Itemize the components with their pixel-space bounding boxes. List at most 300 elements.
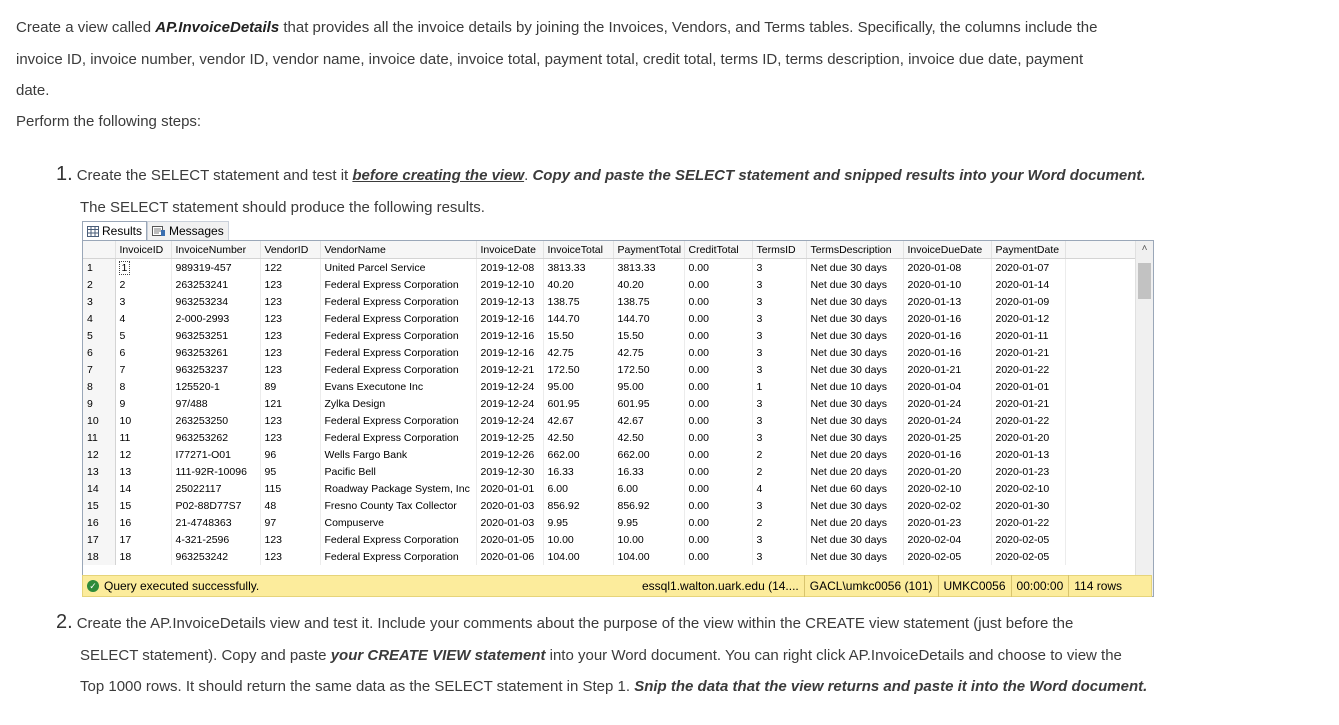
column-header[interactable]: TermsID [752, 241, 806, 259]
grid-cell[interactable]: Net due 20 days [806, 446, 903, 463]
grid-cell[interactable]: 16.33 [543, 463, 613, 480]
grid-cell[interactable]: P02-88D77S7 [171, 497, 260, 514]
grid-cell[interactable]: 122 [260, 259, 320, 277]
grid-cell[interactable]: 96 [260, 446, 320, 463]
row-number[interactable]: 12 [83, 446, 115, 463]
grid-cell[interactable]: 2-000-2993 [171, 310, 260, 327]
grid-cell[interactable]: Net due 60 days [806, 480, 903, 497]
grid-cell[interactable]: 2020-01-14 [991, 276, 1065, 293]
grid-cell[interactable]: Federal Express Corporation [320, 344, 476, 361]
grid-cell[interactable]: 0.00 [684, 276, 752, 293]
grid-cell[interactable]: 2019-12-16 [476, 344, 543, 361]
grid-cell[interactable]: 2020-01-01 [991, 378, 1065, 395]
grid-cell[interactable]: 125520-1 [171, 378, 260, 395]
grid-cell[interactable]: Wells Fargo Bank [320, 446, 476, 463]
grid-cell[interactable]: 42.50 [613, 429, 684, 446]
grid-cell[interactable]: 0.00 [684, 361, 752, 378]
grid-cell[interactable]: 2019-12-30 [476, 463, 543, 480]
table-row[interactable] [83, 259, 1135, 277]
grid-cell[interactable]: 0.00 [684, 293, 752, 310]
status-time: 00:00:00 [1011, 575, 1069, 597]
grid-cell[interactable]: 123 [260, 344, 320, 361]
row-number[interactable]: 14 [83, 480, 115, 497]
grid-cell[interactable]: 18 [115, 548, 171, 565]
row-filler [1065, 395, 1135, 412]
grid-cell[interactable]: 2020-01-16 [903, 344, 991, 361]
grid-cell[interactable]: Federal Express Corporation [320, 276, 476, 293]
grid-cell[interactable]: 42.67 [613, 412, 684, 429]
grid-cell[interactable]: 97/488 [171, 395, 260, 412]
row-filler [1065, 548, 1135, 565]
grid-cell[interactable]: 0.00 [684, 497, 752, 514]
grid-cell[interactable]: 2020-01-22 [991, 514, 1065, 531]
grid-cell[interactable]: Federal Express Corporation [320, 327, 476, 344]
row-number-header[interactable] [83, 241, 115, 259]
row-number[interactable]: 4 [83, 310, 115, 327]
grid-body [83, 259, 1135, 566]
grid-cell[interactable]: 2020-01-21 [903, 361, 991, 378]
table-row[interactable] [83, 361, 1135, 378]
grid-cell[interactable]: 10.00 [543, 531, 613, 548]
grid-cell[interactable]: 662.00 [613, 446, 684, 463]
grid-cell[interactable]: 123 [260, 548, 320, 565]
grid-cell[interactable]: 963253251 [171, 327, 260, 344]
grid-cell[interactable]: 2020-01-10 [903, 276, 991, 293]
table-row[interactable] [83, 446, 1135, 463]
grid-cell[interactable]: 2020-01-16 [903, 327, 991, 344]
grid-cell[interactable]: 95 [260, 463, 320, 480]
grid-cell[interactable]: 121 [260, 395, 320, 412]
grid-cell[interactable]: 856.92 [543, 497, 613, 514]
grid-cell[interactable]: Evans Executone Inc [320, 378, 476, 395]
grid-cell[interactable]: 0.00 [684, 344, 752, 361]
table-row[interactable] [83, 344, 1135, 361]
grid-cell[interactable]: Federal Express Corporation [320, 361, 476, 378]
grid-cell[interactable]: 115 [260, 480, 320, 497]
grid-cell[interactable]: 12 [115, 446, 171, 463]
grid-cell[interactable]: 2020-01-05 [476, 531, 543, 548]
column-header[interactable]: InvoiceTotal [543, 241, 613, 259]
row-filler [1065, 310, 1135, 327]
grid-cell[interactable]: 2020-01-24 [903, 395, 991, 412]
grid-cell[interactable]: 2019-12-16 [476, 327, 543, 344]
grid-cell[interactable]: 4 [115, 310, 171, 327]
grid-cell[interactable]: 2019-12-24 [476, 412, 543, 429]
step-2-line-3: Top 1000 rows. It should return the same data as the SELECT statement in Step 1. Snip the data that the view returns and paste it into the Word document. [80, 678, 1148, 695]
grid-cell[interactable]: 2020-01-20 [903, 463, 991, 480]
grid-cell[interactable]: 963253234 [171, 293, 260, 310]
grid-cell[interactable]: 9.95 [613, 514, 684, 531]
grid-cell[interactable]: 15.50 [543, 327, 613, 344]
grid-cell[interactable]: 3 [752, 497, 806, 514]
grid-cell[interactable]: 2020-01-09 [991, 293, 1065, 310]
table-row[interactable] [83, 531, 1135, 548]
grid-cell[interactable]: 2019-12-13 [476, 293, 543, 310]
grid-cell[interactable]: 963253242 [171, 548, 260, 565]
grid-cell[interactable]: 48 [260, 497, 320, 514]
grid-cell[interactable]: 123 [260, 531, 320, 548]
grid-cell[interactable]: 14 [115, 480, 171, 497]
grid-cell[interactable]: 138.75 [543, 293, 613, 310]
status-message: ✓ Query executed successfully. [83, 579, 637, 593]
table-row[interactable] [83, 378, 1135, 395]
grid-cell[interactable]: Net due 30 days [806, 259, 903, 277]
grid-cell[interactable]: 111-92R-10096 [171, 463, 260, 480]
grid-cell[interactable]: 2019-12-26 [476, 446, 543, 463]
grid-cell[interactable]: 4-321-2596 [171, 531, 260, 548]
grid-cell[interactable]: 6.00 [543, 480, 613, 497]
grid-cell[interactable]: 2019-12-24 [476, 395, 543, 412]
grid-cell[interactable]: 0.00 [684, 446, 752, 463]
grid-cell[interactable]: 3 [752, 259, 806, 277]
grid-cell[interactable]: Net due 30 days [806, 497, 903, 514]
grid-cell[interactable]: 172.50 [543, 361, 613, 378]
grid-cell[interactable]: 40.20 [613, 276, 684, 293]
grid-cell[interactable]: 123 [260, 412, 320, 429]
grid-cell[interactable]: Roadway Package System, Inc [320, 480, 476, 497]
grid-cell[interactable]: 2020-01-08 [903, 259, 991, 277]
selected-cell[interactable] [115, 259, 171, 277]
grid-cell[interactable]: 0.00 [684, 378, 752, 395]
grid-cell[interactable]: 989319-457 [171, 259, 260, 277]
grid-cell[interactable]: 123 [260, 327, 320, 344]
row-filler [1065, 429, 1135, 446]
vertical-scrollbar[interactable] [1135, 241, 1153, 596]
grid-cell[interactable]: 2020-01-13 [991, 446, 1065, 463]
step-1-number: 1. [56, 163, 73, 185]
table-row[interactable] [83, 412, 1135, 429]
grid-cell[interactable]: 0.00 [684, 548, 752, 565]
table-row[interactable] [83, 327, 1135, 344]
grid-cell[interactable]: 0.00 [684, 480, 752, 497]
chevron-up-icon[interactable]: ˄ [1141, 243, 1148, 254]
grid-cell[interactable]: 6 [115, 344, 171, 361]
grid-cell[interactable]: 123 [260, 310, 320, 327]
grid-cell[interactable]: 123 [260, 276, 320, 293]
grid-cell[interactable]: 3 [752, 412, 806, 429]
grid-cell[interactable]: 963253261 [171, 344, 260, 361]
grid-cell[interactable]: 2019-12-21 [476, 361, 543, 378]
row-number[interactable]: 16 [83, 514, 115, 531]
column-header[interactable]: InvoiceNumber [171, 241, 260, 259]
table-row[interactable] [83, 429, 1135, 446]
grid-cell[interactable]: 2020-01-04 [903, 378, 991, 395]
grid-cell[interactable]: 2020-02-10 [903, 480, 991, 497]
grid-cell[interactable]: 95.00 [543, 378, 613, 395]
row-filler [1065, 446, 1135, 463]
grid-cell[interactable]: 3 [752, 429, 806, 446]
grid-cell[interactable]: Net due 30 days [806, 429, 903, 446]
grid-cell[interactable]: 2019-12-08 [476, 259, 543, 277]
grid-cell[interactable]: Net due 20 days [806, 514, 903, 531]
grid-cell[interactable]: 2020-01-06 [476, 548, 543, 565]
grid-cell[interactable]: 13 [115, 463, 171, 480]
column-header[interactable]: VendorName [320, 241, 476, 259]
row-number[interactable]: 5 [83, 327, 115, 344]
intro-line-4: Perform the following steps: [16, 113, 202, 130]
grid-cell[interactable]: 963253237 [171, 361, 260, 378]
grid-cell[interactable]: 2020-01-12 [991, 310, 1065, 327]
grid-cell[interactable]: Federal Express Corporation [320, 293, 476, 310]
grid-cell[interactable]: 2 [115, 276, 171, 293]
grid-cell[interactable]: Net due 10 days [806, 378, 903, 395]
grid-cell[interactable]: 2020-01-03 [476, 497, 543, 514]
grid-cell[interactable]: 3 [752, 276, 806, 293]
grid-cell[interactable]: 95.00 [613, 378, 684, 395]
grid-cell[interactable]: Compuserve [320, 514, 476, 531]
grid-cell[interactable]: 0.00 [684, 412, 752, 429]
grid-cell[interactable]: 144.70 [613, 310, 684, 327]
grid-cell[interactable]: 2020-01-13 [903, 293, 991, 310]
table-row[interactable] [83, 463, 1135, 480]
grid-cell[interactable]: 2020-01-21 [991, 395, 1065, 412]
grid-cell[interactable]: 2020-01-23 [991, 463, 1065, 480]
grid-cell[interactable]: Zylka Design [320, 395, 476, 412]
grid-cell[interactable]: 16 [115, 514, 171, 531]
grid-cell[interactable]: 2020-01-03 [476, 514, 543, 531]
grid-cell[interactable]: 963253262 [171, 429, 260, 446]
grid-cell[interactable]: Federal Express Corporation [320, 531, 476, 548]
grid-cell[interactable]: 138.75 [613, 293, 684, 310]
grid-cell[interactable]: 2020-01-16 [903, 310, 991, 327]
grid-cell[interactable]: 2020-01-24 [903, 412, 991, 429]
row-number[interactable]: 18 [83, 548, 115, 565]
table-row[interactable] [83, 480, 1135, 497]
grid-cell[interactable]: 144.70 [543, 310, 613, 327]
column-header[interactable]: InvoiceID [115, 241, 171, 259]
grid-cell[interactable]: 9 [115, 395, 171, 412]
row-filler [1065, 293, 1135, 310]
row-number[interactable]: 2 [83, 276, 115, 293]
row-number[interactable]: 1 [83, 259, 115, 277]
grid-cell[interactable]: 15.50 [613, 327, 684, 344]
column-header[interactable]: TermsDescription [806, 241, 903, 259]
grid-cell[interactable]: Federal Express Corporation [320, 310, 476, 327]
grid-cell[interactable]: 2020-01-21 [991, 344, 1065, 361]
grid-cell[interactable]: 3 [752, 344, 806, 361]
grid-cell[interactable]: 7 [115, 361, 171, 378]
grid-cell[interactable]: 123 [260, 293, 320, 310]
grid-cell[interactable]: I77271-O01 [171, 446, 260, 463]
status-rows: 114 rows [1068, 575, 1127, 597]
grid-cell[interactable]: 2020-01-20 [991, 429, 1065, 446]
grid-cell[interactable]: 601.95 [613, 395, 684, 412]
grid-cell[interactable]: 856.92 [613, 497, 684, 514]
grid-cell[interactable]: 3 [752, 395, 806, 412]
grid-cell[interactable]: Pacific Bell [320, 463, 476, 480]
grid-cell[interactable]: 2019-12-24 [476, 378, 543, 395]
grid-cell[interactable]: 2020-01-25 [903, 429, 991, 446]
grid-cell[interactable]: 2020-01-11 [991, 327, 1065, 344]
grid-cell[interactable]: 16.33 [613, 463, 684, 480]
row-number[interactable]: 8 [83, 378, 115, 395]
grid-cell[interactable]: Fresno County Tax Collector [320, 497, 476, 514]
grid-cell[interactable]: 2020-02-05 [991, 548, 1065, 565]
row-number[interactable]: 13 [83, 463, 115, 480]
grid-cell[interactable]: 2019-12-10 [476, 276, 543, 293]
grid-cell[interactable]: 2 [752, 514, 806, 531]
grid-cell[interactable]: 104.00 [543, 548, 613, 565]
grid-cell[interactable]: Net due 30 days [806, 395, 903, 412]
grid-cell[interactable]: 2020-01-01 [476, 480, 543, 497]
row-number[interactable]: 7 [83, 361, 115, 378]
grid-cell[interactable]: 3 [752, 327, 806, 344]
column-header[interactable]: InvoiceDueDate [903, 241, 991, 259]
step-1-emphasis: Copy and paste the SELECT statement and snipped results into your Word document. [532, 167, 1146, 184]
grid-cell[interactable]: 3 [752, 293, 806, 310]
grid-cell[interactable]: 10 [115, 412, 171, 429]
grid-cell[interactable]: 25022117 [171, 480, 260, 497]
table-row[interactable] [83, 395, 1135, 412]
grid-cell[interactable]: 2020-02-02 [903, 497, 991, 514]
grid-cell[interactable]: 11 [115, 429, 171, 446]
grid-cell[interactable]: 1 [752, 378, 806, 395]
messages-icon [152, 226, 166, 237]
grid-cell[interactable]: 0.00 [684, 463, 752, 480]
grid-cell[interactable]: 15 [115, 497, 171, 514]
header-row [83, 241, 1135, 259]
grid-cell[interactable]: 6.00 [613, 480, 684, 497]
row-filler [1065, 378, 1135, 395]
intro-paragraph [16, 12, 1097, 107]
grid-cell[interactable]: United Parcel Service [320, 259, 476, 277]
grid-cell[interactable]: 8 [115, 378, 171, 395]
step-1: 1. Create the SELECT statement and test it before creating the view. Copy and paste the SELECT statement and snipped results into your Word document. The SELECT statement should produce the following results. [56, 159, 1146, 223]
grid-cell[interactable]: Net due 30 days [806, 531, 903, 548]
grid-cell[interactable]: 5 [115, 327, 171, 344]
table-row[interactable] [83, 293, 1135, 310]
column-header[interactable]: PaymentTotal [613, 241, 684, 259]
column-header[interactable]: PaymentDate [991, 241, 1065, 259]
tab-messages[interactable]: Messages [147, 221, 229, 241]
grid-cell[interactable]: 662.00 [543, 446, 613, 463]
table-row[interactable] [83, 310, 1135, 327]
grid-cell[interactable]: Net due 20 days [806, 463, 903, 480]
row-number[interactable]: 15 [83, 497, 115, 514]
row-number[interactable]: 3 [83, 293, 115, 310]
grid-cell[interactable]: 9.95 [543, 514, 613, 531]
grid-cell[interactable]: 17 [115, 531, 171, 548]
grid-cell[interactable]: 42.67 [543, 412, 613, 429]
grid-cell[interactable]: Net due 30 days [806, 327, 903, 344]
grid-cell[interactable]: 2020-02-05 [991, 531, 1065, 548]
grid-cell[interactable]: 2020-02-10 [991, 480, 1065, 497]
grid-cell[interactable]: 2020-01-30 [991, 497, 1065, 514]
grid-cell[interactable]: 0.00 [684, 429, 752, 446]
grid-cell[interactable]: 2020-02-05 [903, 548, 991, 565]
scroll-thumb[interactable] [1138, 263, 1151, 299]
row-number[interactable]: 17 [83, 531, 115, 548]
grid-cell[interactable]: 3 [115, 293, 171, 310]
grid-cell[interactable]: Federal Express Corporation [320, 548, 476, 565]
grid-cell[interactable]: 3 [752, 310, 806, 327]
row-number[interactable]: 6 [83, 344, 115, 361]
grid-cell[interactable]: 2 [752, 446, 806, 463]
grid-cell[interactable]: 2020-01-22 [991, 412, 1065, 429]
grid-cell[interactable]: 601.95 [543, 395, 613, 412]
table-row[interactable] [83, 514, 1135, 531]
grid-cell[interactable]: Net due 30 days [806, 412, 903, 429]
view-name: AP.InvoiceDetails [155, 19, 280, 36]
grid-cell[interactable]: 2020-01-16 [903, 446, 991, 463]
grid-cell[interactable]: 3813.33 [613, 259, 684, 277]
grid-cell[interactable]: 263253241 [171, 276, 260, 293]
grid-cell[interactable]: 2019-12-16 [476, 310, 543, 327]
row-filler [1065, 276, 1135, 293]
grid-cell[interactable]: 40.20 [543, 276, 613, 293]
step-2-line-2: SELECT statement). Copy and paste your CREATE VIEW statement into your Word document. You can right click AP.InvoiceDetails and choose to view the [80, 646, 1122, 664]
grid-cell[interactable]: 3 [752, 361, 806, 378]
intro-line-1: Create a view called AP.InvoiceDetails that provides all the invoice details by joining the Invoices, Vendors, and Terms tables. Specifically, the columns include the [16, 19, 1098, 36]
grid-cell[interactable]: 42.75 [613, 344, 684, 361]
results-table [83, 241, 1136, 565]
status-server: essql1.walton.uark.edu (14.... [642, 579, 799, 593]
grid-cell[interactable]: 89 [260, 378, 320, 395]
row-filler [1065, 497, 1135, 514]
tab-results[interactable]: Results [82, 221, 147, 241]
grid-cell[interactable]: 2020-01-07 [991, 259, 1065, 277]
grid-cell[interactable]: 263253250 [171, 412, 260, 429]
row-number[interactable]: 10 [83, 412, 115, 429]
grid-cell[interactable]: 172.50 [613, 361, 684, 378]
grid-cell[interactable]: 2020-01-23 [903, 514, 991, 531]
results-grid[interactable] [82, 240, 1154, 597]
row-number[interactable]: 9 [83, 395, 115, 412]
grid-cell[interactable]: 10.00 [613, 531, 684, 548]
grid-cell[interactable]: 123 [260, 429, 320, 446]
grid-cell[interactable]: 0.00 [684, 514, 752, 531]
grid-cell[interactable]: Net due 30 days [806, 361, 903, 378]
table-row[interactable] [83, 497, 1135, 514]
grid-cell[interactable]: 2 [752, 463, 806, 480]
grid-cell[interactable]: 21-4748363 [171, 514, 260, 531]
grid-cell[interactable]: Net due 30 days [806, 548, 903, 565]
row-number[interactable]: 11 [83, 429, 115, 446]
grid-cell[interactable]: 3 [752, 548, 806, 565]
column-header[interactable]: VendorID [260, 241, 320, 259]
grid-cell[interactable]: 0.00 [684, 259, 752, 277]
grid-cell[interactable]: 97 [260, 514, 320, 531]
grid-cell[interactable]: 4 [752, 480, 806, 497]
grid-cell[interactable]: 42.75 [543, 344, 613, 361]
table-row[interactable] [83, 548, 1135, 565]
step-1-emphasis-link: before creating the view [352, 167, 525, 184]
grid-cell[interactable]: 0.00 [684, 327, 752, 344]
grid-cell[interactable]: 104.00 [613, 548, 684, 565]
grid-cell[interactable]: 0.00 [684, 531, 752, 548]
grid-cell[interactable]: Net due 30 days [806, 310, 903, 327]
grid-cell[interactable]: Net due 30 days [806, 276, 903, 293]
grid-cell[interactable]: 123 [260, 361, 320, 378]
grid-cell[interactable]: 42.50 [543, 429, 613, 446]
column-header[interactable]: CreditTotal [684, 241, 752, 259]
row-filler [1065, 514, 1135, 531]
intro-line-3: date. [16, 82, 50, 99]
grid-cell[interactable]: 3813.33 [543, 259, 613, 277]
grid-cell[interactable]: Federal Express Corporation [320, 412, 476, 429]
grid-cell[interactable]: 0.00 [684, 310, 752, 327]
grid-cell[interactable]: 2020-01-22 [991, 361, 1065, 378]
grid-cell[interactable]: 3 [752, 531, 806, 548]
column-header[interactable]: InvoiceDate [476, 241, 543, 259]
grid-cell[interactable]: Net due 30 days [806, 344, 903, 361]
grid-cell[interactable]: 2019-12-25 [476, 429, 543, 446]
grid-cell[interactable]: 0.00 [684, 395, 752, 412]
grid-cell[interactable]: Net due 30 days [806, 293, 903, 310]
grid-cell[interactable]: 2020-02-04 [903, 531, 991, 548]
table-row[interactable] [83, 276, 1135, 293]
grid-cell[interactable]: Federal Express Corporation [320, 429, 476, 446]
